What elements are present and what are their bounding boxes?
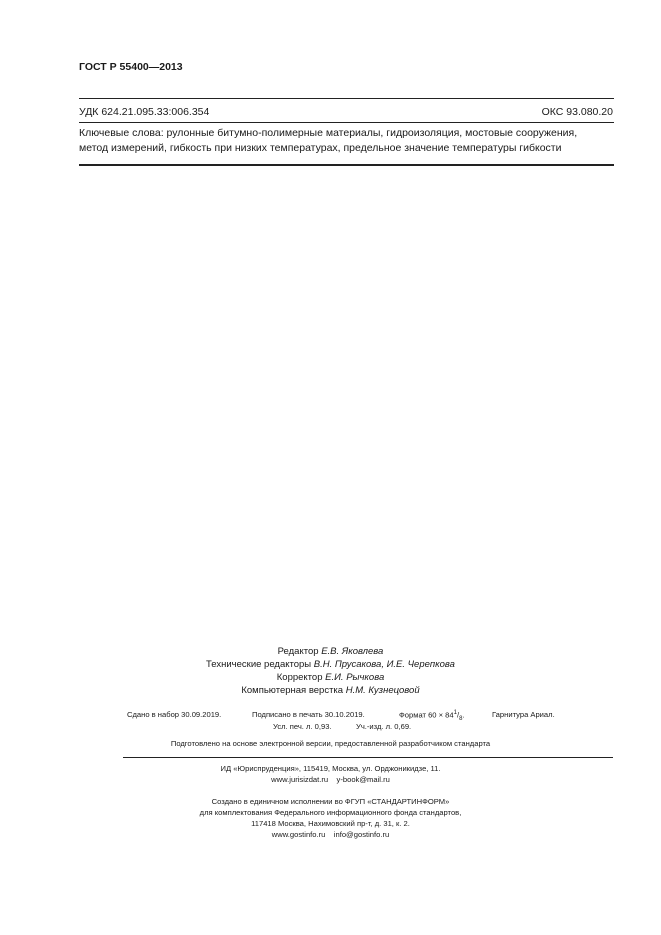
keywords-line-1: Ключевые слова: рулонные битумно-полимерные материалы, гидроизоляция, мостовые сооружения, [79,127,578,139]
keywords-divider [79,164,614,166]
publisher-line-1: ИД «Юриспруденция», 115419, Москва, ул. Орджоникидзе, 11. [220,764,441,773]
print-sheets: Усл. печ. л. 0,93. [273,722,332,731]
pub-sheets: Уч.-изд. л. 0,69. [356,722,412,731]
print-format: Формат $60 \times 84^1/_8$. [399,710,465,723]
publisher-line-5: 117418 Москва, Нахимовский пр-т, д. 31, к. 2. [251,819,410,828]
corrector-role: Корректор [276,672,323,683]
publisher-divider [123,757,613,758]
format-sup: 1 [453,710,457,716]
publisher-line-2: www.jurisizdat.ru y-book@mail.ru [271,775,390,784]
print-signed: Подписано в печать 30.10.2019. [252,710,365,719]
tech-names: В.Н. Прусакова, И.Е. Черепкова [313,659,455,670]
udk-code: УДК 624.21.095.33:006.354 [79,106,210,118]
prepared-note: Подготовлено на основе электронной версии, предоставленной разработчиком стандарта [170,739,491,748]
credit-tech-editors [0,659,661,670]
editor-role: Редактор [277,646,319,657]
credit-editor [0,646,661,657]
publisher-line-4: для комплектования Федерального информационного фонда стандартов, [199,808,462,817]
layout-role: Компьютерная верстка [241,685,344,696]
credit-layout [0,685,661,696]
publisher-line-6: www.gostinfo.ru info@gostinfo.ru [271,830,390,839]
oks-code: ОКС 93.080.20 [541,106,613,118]
format-label: Формат 60 × 84 [399,710,454,720]
credit-corrector [0,672,661,683]
layout-name: Н.М. Кузнецовой [345,685,420,696]
top-divider [79,98,614,99]
print-submitted: Сдано в набор 30.09.2019. [127,710,222,719]
print-font: Гарнитура Ариал. [492,710,555,719]
publisher-line-3: Создано в единичном исполнении во ФГУП «СТАНДАРТИНФОРМ» [211,797,450,806]
corrector-name: Е.И. Рычкова [325,672,385,683]
document-code: ГОСТ Р 55400—2013 [79,61,183,73]
tech-role: Технические редакторы [206,659,312,670]
classification-divider [79,122,614,123]
keywords-line-2: метод измерений, гибкость при низких температурах, предельное значение температуры гибкости [79,142,562,154]
editor-name: Е.В. Яковлева [321,646,384,657]
format-sub: 8 [459,716,463,723]
